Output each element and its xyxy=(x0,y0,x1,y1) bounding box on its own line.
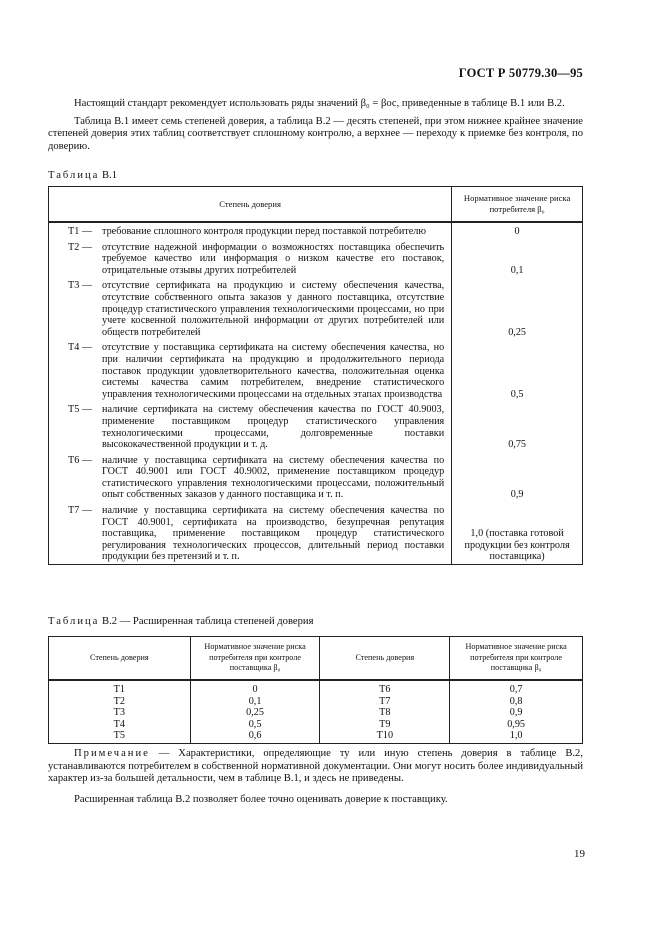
table-caption-word: Таблица xyxy=(48,616,100,627)
closing-paragraph: Расширенная таблица В.2 позволяет более точно оценивать доверие к поставщику. xyxy=(74,793,448,805)
risk-value: 0,1 xyxy=(190,696,320,708)
document-code: ГОСТ Р 50779.30—95 xyxy=(458,66,583,80)
table-row xyxy=(49,239,583,278)
risk-value: 0,8 xyxy=(450,696,583,708)
table-row xyxy=(49,502,583,564)
intro-text xyxy=(48,98,583,158)
table-row xyxy=(49,452,583,502)
degree-code: Т3 xyxy=(49,707,191,719)
degree-code: Т4 xyxy=(49,719,191,731)
degree-cell xyxy=(49,239,452,278)
table-row xyxy=(49,401,583,451)
degree-description: наличие у поставщика сертификата на систему обеспечения качества по ГОСТ 40.9001, сертификата на производство, безупречная репутация поставщика, применение поставщиком процедур статистического регулирования технологических процессов, длительный период поставки продукции без претензий и т. п. xyxy=(102,505,445,563)
degree-description: наличие сертификата на систему обеспечения качества по ГОСТ 40.9003, применение поставщиком процедур статистического управления технологическими процессами, долговременные поставки высококачественной продукции и т. д. xyxy=(102,404,445,451)
degree-code: Т4 — xyxy=(68,342,93,354)
risk-value: 1,0 xyxy=(450,730,583,743)
table-row xyxy=(49,696,583,708)
risk-value: 0,75 xyxy=(452,401,583,451)
table-row xyxy=(49,339,583,401)
column-header-degree: Степень доверия xyxy=(49,637,191,681)
column-header-risk-value: Нормативное значение риска потребителя при контроле поставщика β₀ xyxy=(450,637,583,681)
note-section xyxy=(48,748,583,814)
degree-description: отсутствие у поставщика сертификата на систему обеспечения качества, но при наличии сертификата на продукцию и продолжительного периода поставок продукции удовлетворительного качества, положительная оценка системы качества самим потребителем, внедрение статистического управления технологическими процессами на отдельных этапах производства xyxy=(102,342,445,400)
risk-value: 0,5 xyxy=(452,339,583,401)
risk-value: 0,95 xyxy=(450,719,583,731)
degree-code: Т6 — xyxy=(68,454,93,466)
degree-code: Т10 xyxy=(320,730,450,743)
note-text: — Характеристики, определяющие ту или иную степень доверия в таблице В.2, устанавливаются потребителем в собственной нормативной документации. Они могут носить более индивидуальный характер из-за большей детальности, чем в таблице В.1, и здесь не приведены. xyxy=(48,748,583,785)
risk-value: 0,6 xyxy=(190,730,320,743)
table-b2-caption xyxy=(48,616,313,627)
degree-cell xyxy=(49,401,452,451)
risk-value: 0,1 xyxy=(452,239,583,278)
risk-value: 1,0 (поставка готовой продукции без контроля поставщика) xyxy=(452,502,583,564)
degree-description: наличие у поставщика сертификата на систему обеспечения качества по ГОСТ 40.9001 или ГОСТ 40.9002, применение поставщиком процедур статистического управления технологическими процессами, положительный опыт собственных заказов у данного поставщика и т. п. xyxy=(102,454,445,501)
degree-code: Т3 — xyxy=(68,280,93,292)
degree-code: Т2 — xyxy=(68,241,93,253)
degree-code: Т7 — xyxy=(68,505,93,517)
degree-description: требование сплошного контроля продукции перед поставкой потребителю xyxy=(102,226,426,237)
degree-code: Т1 xyxy=(49,680,191,696)
degree-code: Т2 xyxy=(49,696,191,708)
risk-value: 0,5 xyxy=(190,719,320,731)
intro-paragraph-1: Настоящий стандарт рекомендует использовать ряды значений β₀ = βос, приведенные в таблице В.1 или В.2. xyxy=(74,98,565,109)
degree-code: Т5 xyxy=(49,730,191,743)
degree-code: Т9 xyxy=(320,719,450,731)
page-number: 19 xyxy=(574,848,585,860)
table-b1 xyxy=(48,186,583,565)
risk-value: 0,9 xyxy=(450,707,583,719)
risk-value: 0,25 xyxy=(190,707,320,719)
table-row xyxy=(49,707,583,719)
column-header-risk-value: Нормативное значение риска потребителя при контроле поставщика β₀ xyxy=(190,637,320,681)
table-caption-word: Таблица xyxy=(48,170,100,181)
degree-code: Т8 xyxy=(320,707,450,719)
note-paragraph xyxy=(48,748,583,786)
table-row xyxy=(49,680,583,696)
risk-value: 0,7 xyxy=(450,680,583,696)
table-caption-id: В.1 xyxy=(102,170,118,181)
table-row xyxy=(49,277,583,339)
table-b2 xyxy=(48,636,583,744)
degree-code: Т7 xyxy=(320,696,450,708)
table-caption-text: В.2 — Расширенная таблица степеней доверия xyxy=(102,616,314,627)
note-label: Примечание xyxy=(74,748,150,759)
degree-description: отсутствие надежной информации о возможностях поставщика обеспечить требуемое качество или информация о низком качестве его поставок, отрицательные отзывы других потребителей xyxy=(102,241,445,276)
risk-value: 0 xyxy=(190,680,320,696)
table-row xyxy=(49,719,583,731)
risk-value: 0,9 xyxy=(452,452,583,502)
risk-value: 0,25 xyxy=(452,277,583,339)
risk-value: 0 xyxy=(452,222,583,239)
table-row xyxy=(49,222,583,239)
intro-paragraph-2: Таблица В.1 имеет семь степеней доверия, а таблица В.2 — десять степеней, при этом нижнее крайнее значение степеней доверия этих таблиц соответствует сплошному контролю, а верхнее — переходу к приемке без контроля, по доверию. xyxy=(48,115,583,152)
degree-cell xyxy=(49,277,452,339)
table-b1-caption xyxy=(48,170,117,181)
degree-code: Т5 — xyxy=(68,404,93,416)
degree-cell xyxy=(49,452,452,502)
column-header-risk-value: Нормативное значение риска потребителя β₀ xyxy=(452,187,583,223)
degree-code: Т6 xyxy=(320,680,450,696)
degree-cell xyxy=(49,502,452,564)
column-header-degree: Степень доверия xyxy=(320,637,450,681)
degree-code: Т1 — xyxy=(68,226,93,237)
degree-cell xyxy=(49,339,452,401)
degree-description: отсутствие сертификата на продукцию и систему обеспечения качества, отсутствие собственного опыта заказов у данного поставщика, отсутствие процедур статистического управления технологическими процессами, но при учете косвенной положительной информации от других потребителей или обществ потребителей xyxy=(102,280,445,338)
degree-cell xyxy=(49,222,452,239)
column-header-degree: Степень доверия xyxy=(49,187,452,223)
table-row xyxy=(49,730,583,743)
